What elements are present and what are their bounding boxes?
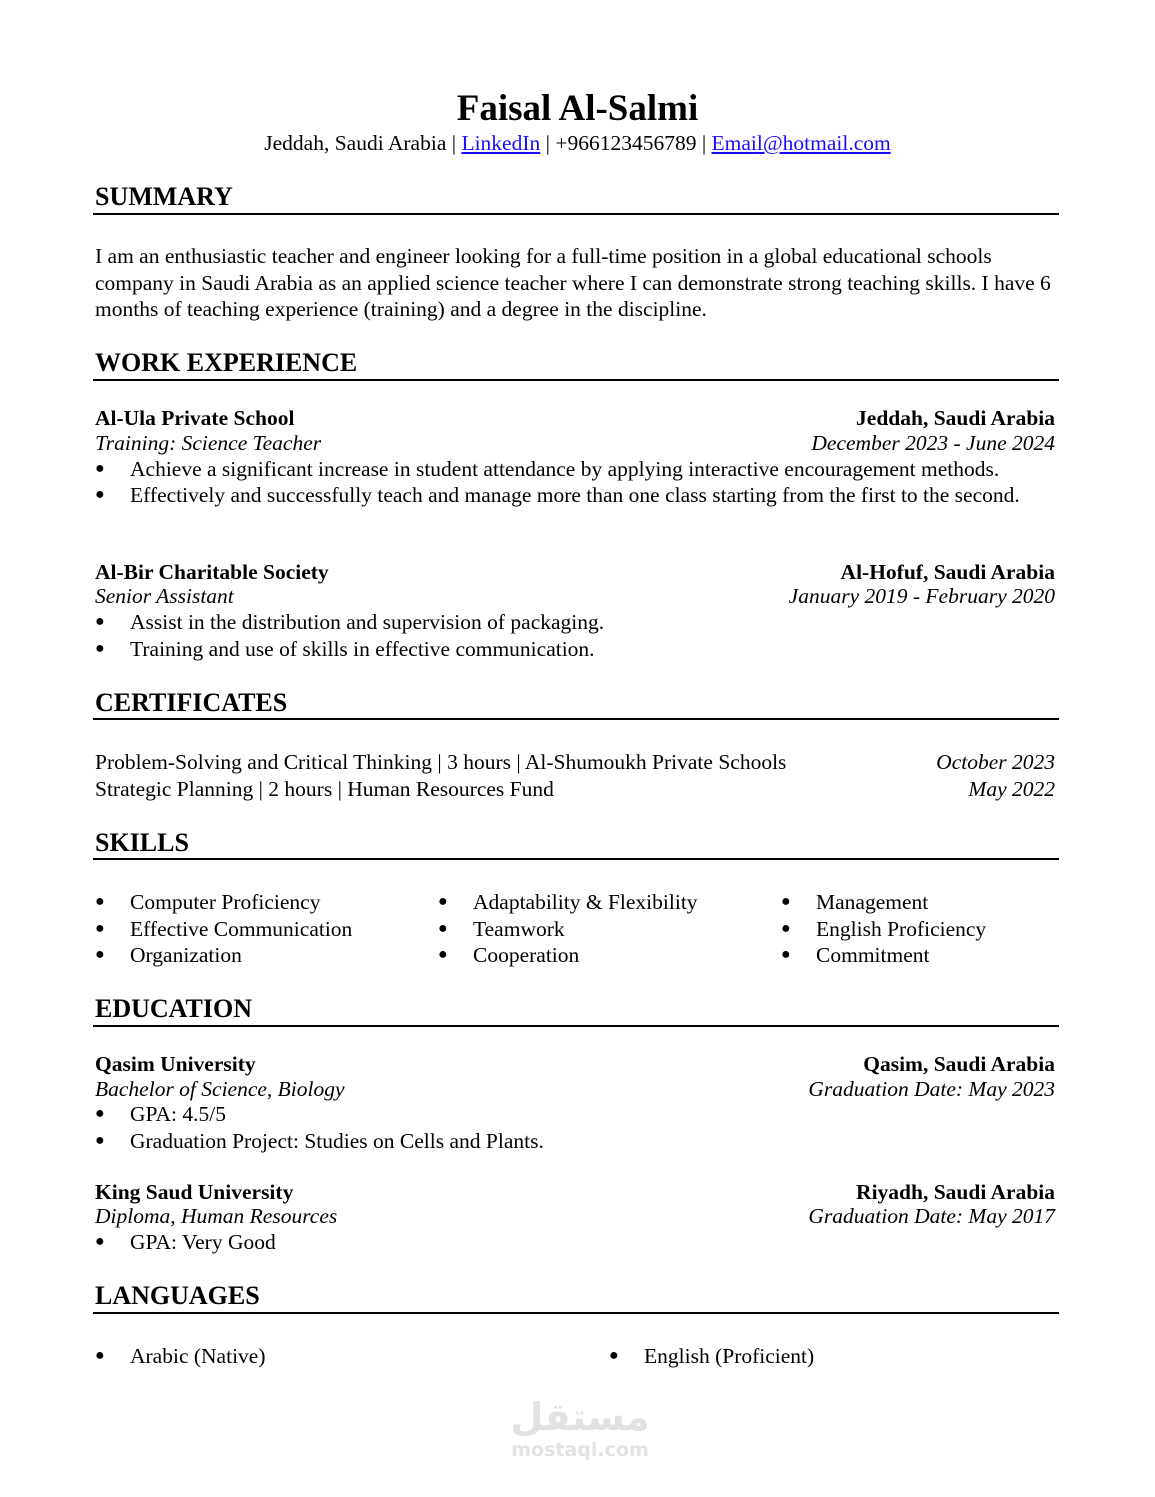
divider: [93, 1025, 1059, 1027]
certificate-date: May 2022: [968, 777, 1055, 801]
graduation-date: Graduation Date: May 2017: [808, 1204, 1055, 1228]
graduation-date: Graduation Date: May 2023: [808, 1077, 1055, 1101]
divider: [93, 213, 1059, 215]
certificate-item: Strategic Planning | 2 hours | Human Resources Fund: [95, 777, 554, 801]
linkedin-link[interactable]: LinkedIn: [461, 131, 541, 155]
section-heading-languages: LANGUAGES: [95, 1281, 260, 1310]
bullet-icon: ●: [95, 946, 105, 963]
summary-text: I am an enthusiastic teacher and engineer looking for a full-time position in a global educational schools company in Saudi Arabia as an applied science teacher where I can demonstrate strong teaching skills. I have 6 months of teaching experience (training) and a degree in the discipline.: [95, 244, 1051, 321]
bullet-icon: ●: [95, 1132, 105, 1149]
job-location: Jeddah, Saudi Arabia: [856, 406, 1055, 430]
section-heading-education: EDUCATION: [95, 994, 252, 1023]
section-heading-summary: SUMMARY: [95, 182, 233, 211]
bullet-icon: ●: [781, 920, 791, 937]
bullet-icon: ●: [95, 460, 105, 477]
section-heading-certificates: CERTIFICATES: [95, 688, 288, 717]
degree: Bachelor of Science, Biology: [95, 1077, 345, 1101]
email-link[interactable]: Email@hotmail.com: [711, 131, 891, 155]
bullet-icon: ●: [438, 893, 448, 910]
list-item: Effectively and successfully teach and manage more than one class starting from the first to the second.: [130, 483, 1020, 507]
section-heading-work: WORK EXPERIENCE: [95, 348, 358, 377]
school-name: King Saud University: [95, 1180, 294, 1204]
bullet-icon: ●: [95, 920, 105, 937]
job-org: Al-Ula Private School: [95, 406, 295, 430]
certificate-item: Problem-Solving and Critical Thinking | 3 hours | Al-Shumoukh Private Schools: [95, 750, 787, 774]
bullet-icon: ●: [781, 946, 791, 963]
divider: [93, 718, 1059, 720]
job-location: Al-Hofuf, Saudi Arabia: [840, 560, 1055, 584]
location: Jeddah, Saudi Arabia: [264, 131, 447, 155]
phone: +966123456789: [555, 131, 697, 155]
watermark-arabic: مستقل: [510, 1395, 650, 1439]
contact-line: [0, 130, 1155, 156]
bullet-icon: ●: [95, 1105, 105, 1122]
bullet-icon: ●: [95, 1233, 105, 1250]
separator: |: [446, 131, 462, 155]
separator: |: [696, 131, 712, 155]
job-role: Senior Assistant: [95, 584, 234, 608]
section-heading-skills: SKILLS: [95, 828, 189, 857]
school-location: Riyadh, Saudi Arabia: [856, 1180, 1055, 1204]
bullet-icon: ●: [95, 613, 105, 630]
job-org: Al-Bir Charitable Society: [95, 560, 329, 584]
separator: |: [540, 131, 556, 155]
job-dates: January 2019 - February 2020: [788, 584, 1055, 608]
job-dates: December 2023 - June 2024: [811, 431, 1055, 455]
job-role: Training: Science Teacher: [95, 431, 322, 455]
bullet-icon: ●: [781, 893, 791, 910]
degree: Diploma, Human Resources: [95, 1204, 338, 1228]
bullet-icon: ●: [438, 920, 448, 937]
bullet-icon: ●: [609, 1347, 619, 1364]
candidate-name: Faisal Al-Salmi: [456, 88, 699, 129]
divider: [93, 379, 1059, 381]
divider: [93, 1312, 1059, 1314]
certificate-date: October 2023: [936, 750, 1055, 774]
divider: [93, 858, 1059, 860]
bullet-icon: ●: [95, 893, 105, 910]
school-name: Qasim University: [95, 1052, 256, 1076]
bullet-icon: ●: [95, 640, 105, 657]
watermark-logo: [500, 1395, 660, 1461]
bullet-icon: ●: [95, 486, 105, 503]
watermark-latin: mostaql.com: [511, 1439, 649, 1461]
bullet-icon: ●: [438, 946, 448, 963]
school-location: Qasim, Saudi Arabia: [863, 1052, 1055, 1076]
bullet-icon: ●: [95, 1347, 105, 1364]
